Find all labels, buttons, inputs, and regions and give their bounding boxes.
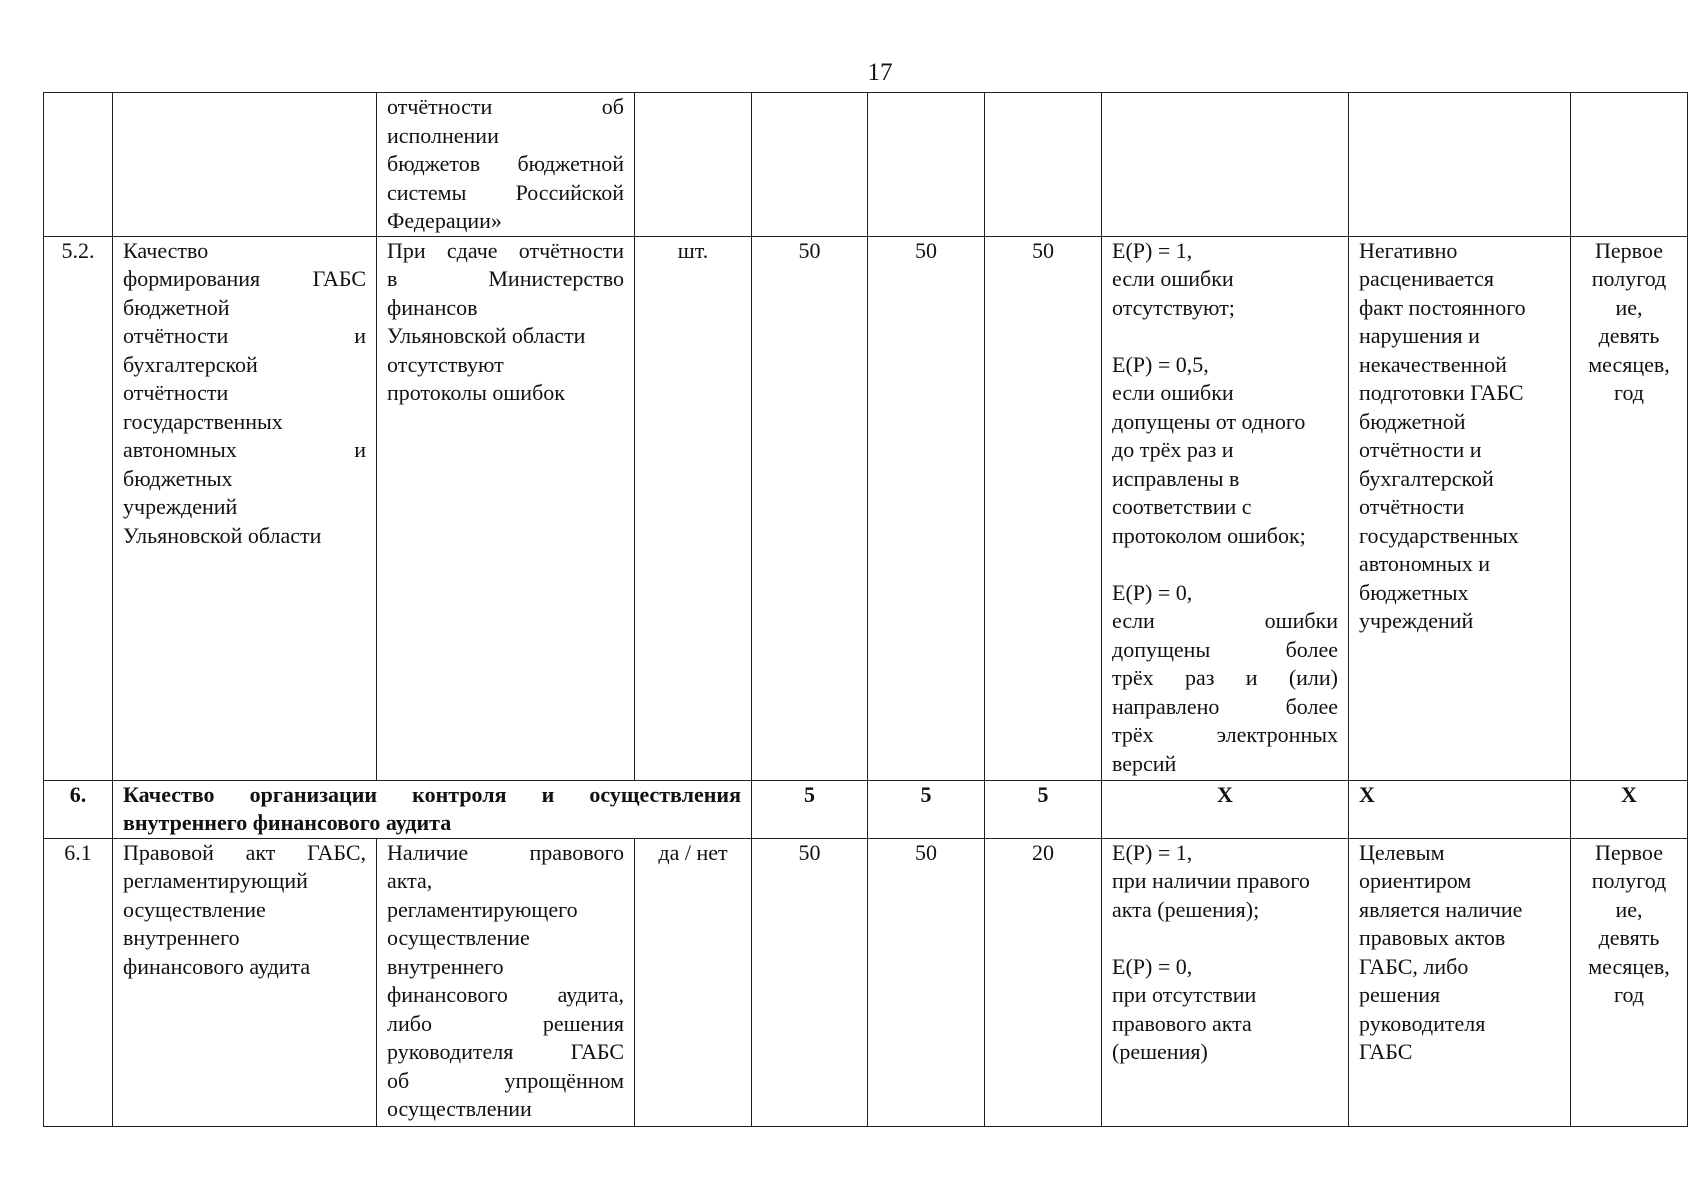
cell-num: 6. [44,780,113,838]
cell-unit: шт. [635,236,752,780]
cell-comment [1349,93,1571,237]
cell-period: X [1571,780,1688,838]
table-row-6-1 [44,838,1688,1126]
cell-value-3: 5 [985,780,1102,838]
cell-unit: да / нет [635,838,752,1126]
cell-indicator: Наличие правового акта, регламентирующего осуществление внутреннего финансового аудита, либо решения руководителя ГАБС об упрощённом осуществлении [377,838,635,1126]
indicators-table [43,92,1688,1127]
cell-period: Первое полугод ие, девять месяцев, год [1571,236,1688,780]
cell-value-2: 50 [868,236,985,780]
cell-comment: Целевым ориентиром является наличие правовых актов ГАБС, либо решения руководителя ГАБС [1349,838,1571,1126]
cell-value-2: 5 [868,780,985,838]
cell-formula: E(P) = 1, если ошибки отсутствуют; E(P) = 0,5, если ошибки допущены от одного до трёх раз и исправлены в соответствии с протоколом ошибок; E(P) = 0, если ошибки допущены более трёх раз и (или) направлено более трёх электронных версий [1102,236,1349,780]
cell-comment: X [1349,780,1571,838]
cell-formula [1102,93,1349,237]
cell-formula: X [1102,780,1349,838]
cell-unit [635,93,752,237]
cell-num [44,93,113,237]
table-row-5-2 [44,236,1688,780]
cell-period: Первое полугод ие, девять месяцев, год [1571,838,1688,1126]
cell-value-2 [868,93,985,237]
cell-comment: Негативно расценивается факт постоянного нарушения и некачественной подготовки ГАБС бюджетной отчётности и бухгалтерской отчётности государственных автономных и бюджетных учреждений [1349,236,1571,780]
cell-value-1 [752,93,868,237]
page-number: 17 [867,59,893,86]
table-row-6 [44,780,1688,838]
cell-value-3 [985,93,1102,237]
cell-value-3: 50 [985,236,1102,780]
cell-indicator: отчётности об исполнении бюджетов бюджетной системы Российской Федерации» [377,93,635,237]
cell-value-3: 20 [985,838,1102,1126]
cell-section-title: Качество организации контроля и осуществления внутреннего финансового аудита [113,780,752,838]
cell-name: Качество формирования ГАБС бюджетной отчётности и бухгалтерской отчётности государственных автономных и бюджетных учреждений Ульяновской области [113,236,377,780]
cell-num: 5.2. [44,236,113,780]
cell-value-1: 5 [752,780,868,838]
cell-indicator: При сдаче отчётности в Министерство финансов Ульяновской области отсутствуют протоколы ошибок [377,236,635,780]
table-row-continuation [44,93,1688,237]
cell-value-2: 50 [868,838,985,1126]
cell-value-1: 50 [752,838,868,1126]
cell-formula: E(P) = 1, при наличии правого акта (решения); E(P) = 0, при отсутствии правового акта (решения) [1102,838,1349,1126]
cell-period [1571,93,1688,237]
cell-value-1: 50 [752,236,868,780]
cell-name: Правовой акт ГАБС, регламентирующий осуществление внутреннего финансового аудита [113,838,377,1126]
cell-num: 6.1 [44,838,113,1126]
cell-name [113,93,377,237]
